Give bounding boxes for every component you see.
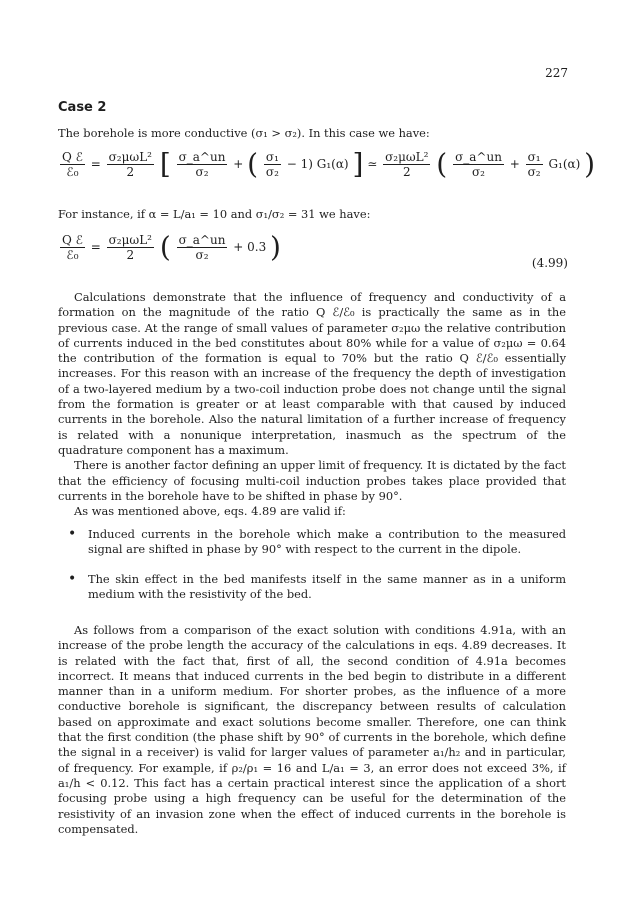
eq1-term3: $\frac{\sigma\_a\^{}un}{\text{σ₂}}$ [455,150,502,179]
paragraph-3: As was mentioned above, eqs. 4.89 are valid if: [74,504,346,519]
eq1-term2: $\frac{\text{σ₁}}{\text{σ₂}}$ [265,150,279,179]
for-instance-text: For instance, if α = L/a₁ = 10 and σ₁/σ₂ = 31 we have: [58,207,371,221]
eq2-term: $\frac{\sigma\_a\^{}un}{\text{σ₂}}$ [178,233,226,262]
eq1-coef: $\frac{\text{σ₂μωL²}}{2}$ [108,150,152,179]
eq1-g: − 1) G₁(α) [286,157,349,171]
section-title: Case 2 [58,100,107,115]
equation-number: (4.99) [531,256,568,270]
eq1-term1: $\frac{\sigma\_a\^{}un}{\text{σ₂}}$ [178,150,226,179]
equation-2: $\frac{\text{Q ℰ}}{\text{ℰ₀}}$ = $\frac{\text{σ₂μωL²}}{2}$ ( $\frac{\sigma\_a\^{}un}{\text{σ₂}}$ + 0.3 ) [62,230,281,264]
paragraph-1: Calculations demonstrate that the influence of frequency and conductivity of a formation on the magnitude of the ratio Q ℰ/ℰ₀ is practically the same as in the previous case. At the range of small values of parameter σ₂μω the relative contribution of currents induced in the bed constitutes about 80% while for a value of σ₂μω = 0.64 the contribution of the formation is equal to 70% but the ratio Q ℰ/ℰ₀ essentially increases. For this reason with an increase of the frequency the depth of investigation of a two-layered medium by a two-coil induction probe does not change until the signal from the formation is greater or at least comparable with that caused by induced currents in the borehole. Also the natural limitation of a further increase of frequency is related with a nonunique interpretation, inasmuch as the spectrum of the quadrature component has a maximum. [58,290,566,457]
eq2-lhs: $\frac{\text{Q ℰ}}{\text{ℰ₀}}$ [62,233,83,262]
list-item: • The skin effect in the bed manifests itself in the same manner as in a uniform medium with the resistivity of the bed. [58,572,566,603]
paragraph-2: There is another factor defining an upper limit of frequency. It is dictated by the fact that the efficiency of focusing multi-coil induction probes takes place provided that currents in the borehole have to be shifted in phase by 90°. [58,458,566,503]
eq2-plus: + 0.3 [233,240,267,254]
equation-1: $\frac{\text{Q ℰ}}{\text{ℰ₀}}$ = $\frac{\text{σ₂μωL²}}{2}$ [ $\frac{\sigma\_a\^{}un}{\text{σ₂}}$ + ( $\frac{\text{σ₁}}{\text{σ₂}}$ − 1) G₁(α) ] ≃ $\frac{\text{σ₂μωL²}}{2}$ ( $\frac{\sigma\_a\^{}un}{\text{σ₂}}$ + $\frac{\text{σ₁}}{\text{σ₂}}$ G₁(α) ) [62,147,596,181]
eq1-term4: $\frac{\text{σ₁}}{\text{σ₂}}$ [527,150,541,179]
eq1-coef2: $\frac{\text{σ₂μωL²}}{2}$ [385,150,429,179]
intro-text: The borehole is more conductive (σ₁ > σ₂). In this case we have: [58,126,430,140]
body-text [58,290,566,519]
eq1-lhs: $\frac{\text{Q ℰ}}{\text{ℰ₀}}$ [62,150,83,179]
conditions-list [58,527,566,616]
eq1-approx: ≃ [367,157,378,171]
eq1-g2: G₁(α) [548,157,581,171]
page-number: 227 [545,66,568,80]
eq2-coef: $\frac{\text{σ₂μωL²}}{2}$ [108,233,152,262]
paragraph-4: As follows from a comparison of the exact solution with conditions 4.91a, with an increase of the probe length the accuracy of the calculations in eqs. 4.89 decreases. It is related with the fact that, first of all, the second condition of 4.91a becomes incorrect. It means that induced currents in the bed begin to distribute in a different manner than in a uniform medium. For shorter probes, as the influence of a more conductive borehole is significant, the discrepancy between results of calculation based on approximate and exact solutions become smaller. Therefore, one can think that the first condition (the phase shift by 90° of currents in the borehole, which define the signal in a receiver) is valid for larger values of parameter a₁/h₂ and in particular, of frequency. For example, if ρ₂/ρ₁ = 16 and L/a₁ = 3, an error does not exceed 3%, if a₁/h < 0.12. This fact has a certain practical interest since the application of a short focusing probe using a high frequency can be useful for the determination of the resistivity of an invasion zone when the effect of induced currents in the borehole is compensated. [58,623,566,836]
final-text [58,623,566,837]
list-item: • Induced currents in the borehole which make a contribution to the measured signal are shifted in phase by 90° with respect to the current in the dipole. [58,527,566,558]
